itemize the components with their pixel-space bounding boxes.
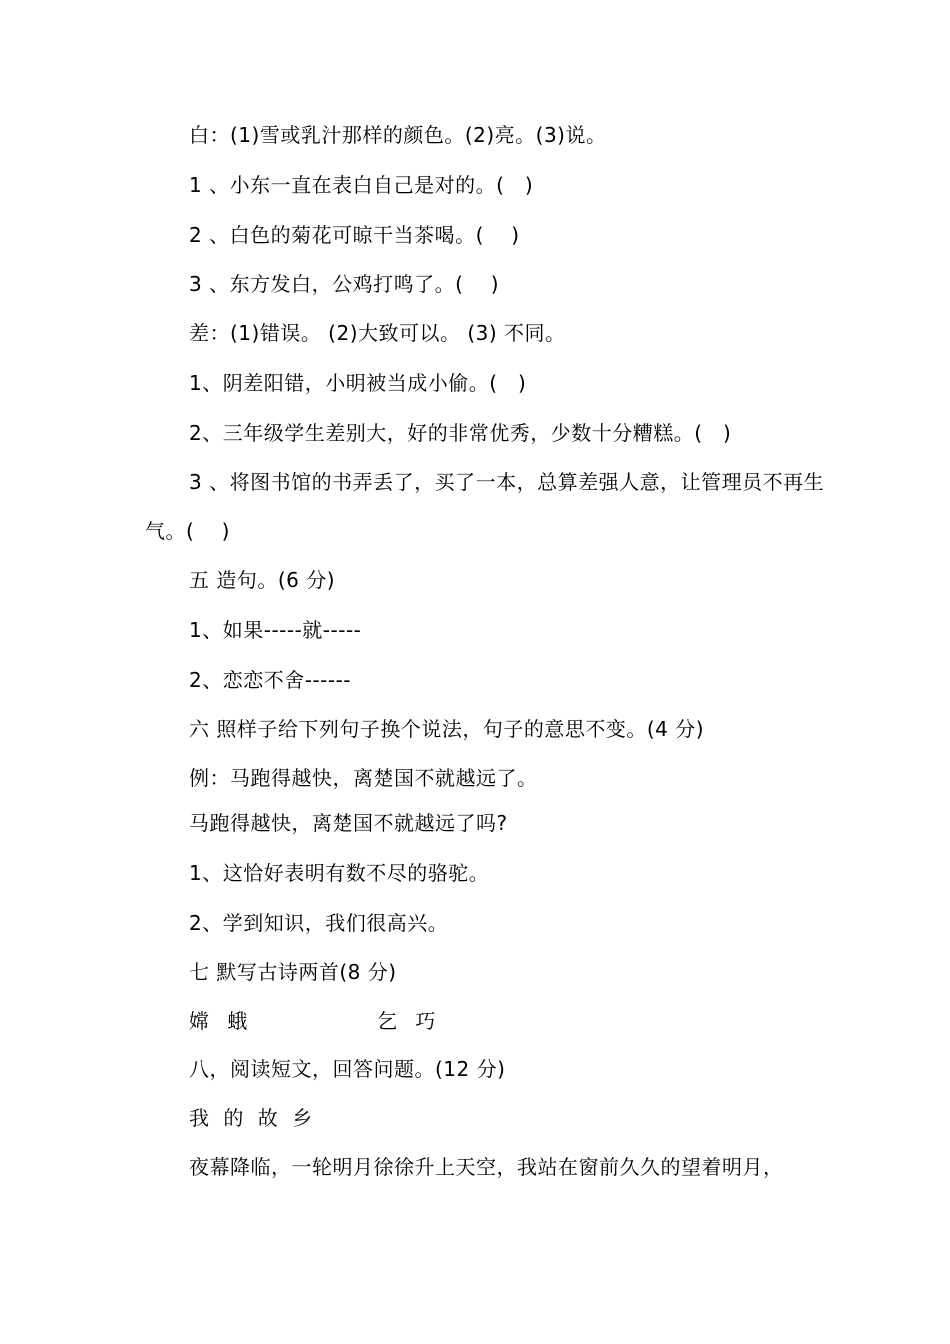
bai-question-1: 1 、小东一直在表白自己是对的。( ): [189, 173, 534, 197]
rewrite-example: 例：马跑得越快，离楚国不就越远了。: [189, 766, 538, 790]
section-6-heading: 六 照样子给下列句子换个说法，句子的意思不变。(4 分): [189, 717, 705, 741]
rewrite-item-1: 1、这恰好表明有数不尽的骆驼。: [189, 861, 490, 885]
sentence-item-2: 2、恋恋不舍------: [189, 668, 352, 692]
bai-definition: 白：(1)雪或乳汁那样的颜色。(2)亮。(3)说。: [189, 123, 607, 147]
poem-title-1: 嫦 蛾: [189, 1009, 254, 1033]
rewrite-example-answer: 马跑得越快，离楚国不就越远了吗?: [189, 811, 508, 835]
reading-first-line: 夜幕降临，一轮明月徐徐升上天空，我站在窗前久久的望着明月，: [189, 1155, 784, 1179]
bai-question-3: 3 、东方发白，公鸡打鸣了。( ): [189, 272, 500, 296]
bai-question-2: 2 、白色的菊花可晾干当茶喝。( ): [189, 223, 520, 247]
rewrite-item-2: 2、学到知识，我们很高兴。: [189, 911, 449, 935]
reading-title: 我 的 故 乡: [189, 1106, 317, 1130]
cha-definition: 差：(1)错误。 (2)大致可以。 (3) 不同。: [189, 321, 566, 345]
cha-question-1: 1、阴差阳错，小明被当成小偷。( ): [189, 371, 527, 395]
sentence-item-1: 1、如果-----就-----: [189, 618, 362, 642]
section-7-heading: 七 默写古诗两首(8 分): [189, 960, 397, 984]
poem-title-2: 乞 巧: [377, 1009, 442, 1033]
cha-question-3: 3 、将图书馆的书弄丢了，买了一本，总算差强人意，让管理员不再生气。( ): [145, 470, 825, 543]
cha-question-2: 2、三年级学生差别大，好的非常优秀，少数十分糟糕。( ): [189, 421, 732, 445]
section-5-heading: 五 造句。(6 分): [189, 568, 336, 592]
section-8-heading: 八，阅读短文，回答问题。(12 分): [189, 1057, 506, 1081]
